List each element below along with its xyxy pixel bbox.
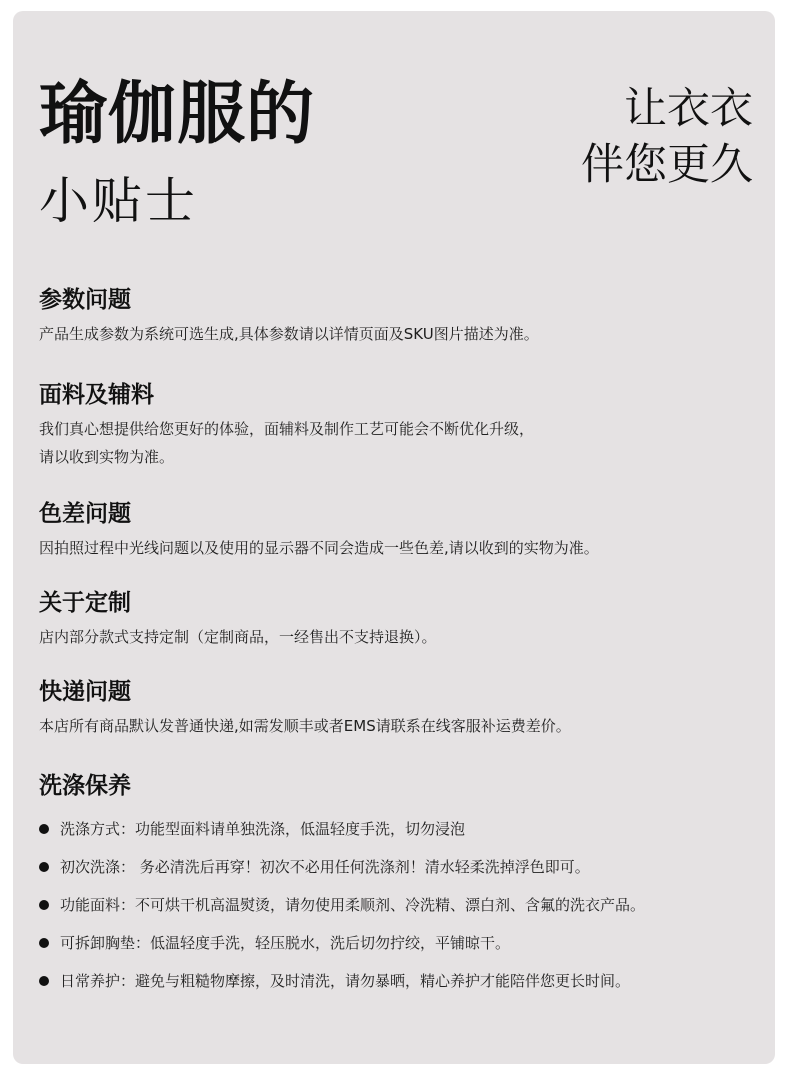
section-heading: 关于定制 [39, 590, 131, 616]
slogan-line-1: 让衣衣 [624, 84, 753, 134]
page-title: 瑜伽服的 [39, 75, 316, 154]
section-customization [39, 588, 769, 651]
section-heading: 参数问题 [39, 287, 131, 313]
section-text: 因拍照过程中光线问题以及使用的显示器不同会造成一些色差,请以收到的实物为准。 [39, 539, 599, 557]
care-item-text: 洗涤方式：功能型面料请单独洗涤，低温轻度手洗，切勿浸泡 [60, 820, 466, 838]
section-parameters [39, 285, 769, 348]
care-item-text: 初次洗涤： 务必清洗后再穿！初次不必用任何洗涤剂！清水轻柔洗掉浮色即可。 [60, 858, 590, 876]
section-heading: 面料及辅料 [39, 382, 154, 408]
slogan-line-2: 伴您更久 [581, 140, 753, 190]
bullet-icon [39, 824, 49, 834]
list-item [39, 925, 769, 963]
care-item-text: 功能面料：不可烘干机高温熨烫，请勿使用柔顺剂、冷洗精、漂白剂、含氟的洗衣产品。 [60, 896, 646, 914]
section-shipping [39, 677, 769, 740]
section-heading: 色差问题 [39, 501, 131, 527]
section-fabric [39, 380, 769, 471]
bullet-icon [39, 862, 49, 872]
list-item [39, 887, 769, 925]
section-text: 我们真心想提供给您更好的体验，面辅料及制作工艺可能会不断优化升级， [39, 420, 535, 438]
bullet-icon [39, 938, 49, 948]
list-item [39, 849, 769, 887]
page-subtitle: 小贴士 [39, 172, 198, 230]
section-text: 本店所有商品默认发普通快递,如需发顺丰或者EMS请联系在线客服补运费差价。 [39, 717, 571, 735]
section-text: 店内部分款式支持定制（定制商品，一经售出不支持退换）。 [39, 628, 437, 646]
care-list [39, 811, 769, 1001]
bullet-icon [39, 900, 49, 910]
list-item [39, 963, 769, 1001]
list-item [39, 811, 769, 849]
section-text: 产品生成参数为系统可选生成,具体参数请以详情页面及SKU图片描述为准。 [39, 325, 539, 343]
bullet-icon [39, 976, 49, 986]
tips-card [13, 11, 775, 1064]
section-care [39, 771, 769, 1001]
section-text: 请以收到实物为准。 [39, 448, 175, 466]
care-item-text: 日常养护：避免与粗糙物摩擦，及时清洗，请勿暴晒，精心养护才能陪伴您更长时间。 [60, 972, 631, 990]
section-heading: 洗涤保养 [39, 773, 131, 799]
section-color-difference [39, 499, 769, 562]
slogan [581, 81, 753, 193]
section-heading: 快递问题 [39, 679, 131, 705]
care-item-text: 可拆卸胸垫：低温轻度手洗，轻压脱水，洗后切勿拧绞，平铺晾干。 [60, 934, 511, 952]
